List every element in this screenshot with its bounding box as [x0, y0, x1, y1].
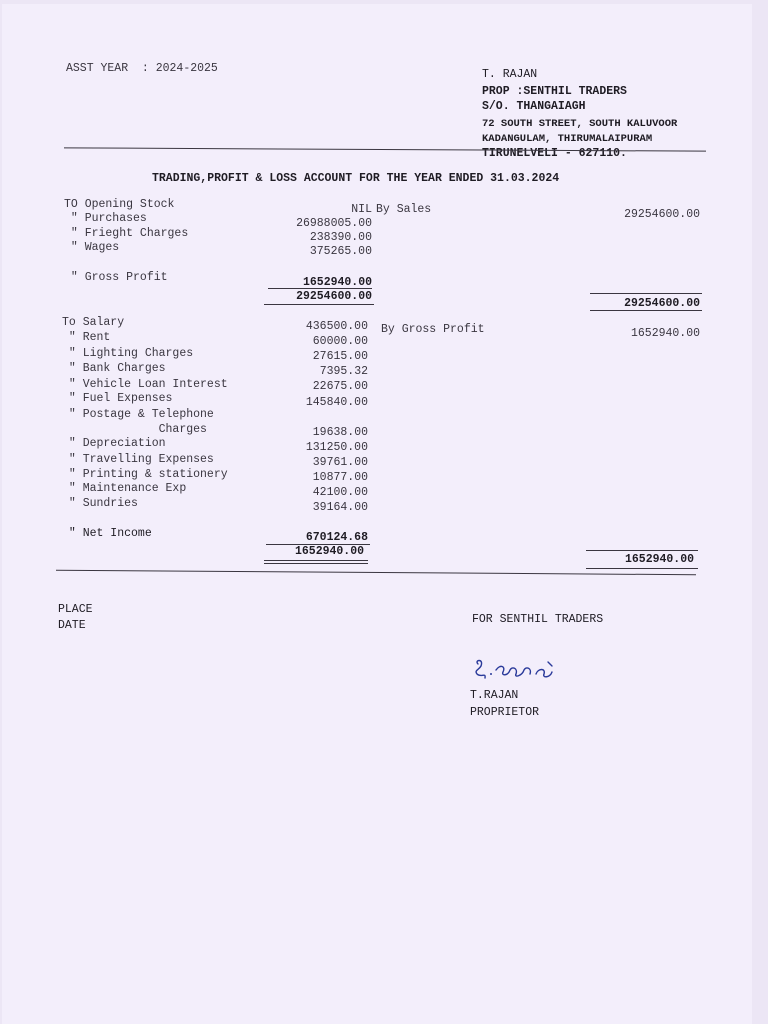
pl-credit-total: 1652940.00 — [624, 553, 694, 566]
trading-debit-total: 29254600.00 — [296, 290, 372, 303]
asst-year: ASST YEAR : 2024-2025 — [66, 62, 218, 75]
address-line: T. RAJAN — [482, 68, 538, 81]
ledger-label: " Sundries — [62, 497, 138, 510]
ledger-amount: 670124.68 — [305, 531, 368, 544]
ledger-amount: 22675.00 — [312, 380, 368, 393]
ledger-amount: 19638.00 — [312, 426, 368, 439]
trading-debit-underline — [264, 304, 374, 305]
ledger-amount: 60000.00 — [312, 335, 368, 348]
for-firm: FOR SENTHIL TRADERS — [472, 613, 604, 626]
ledger-amount: 1652940.00 — [630, 327, 700, 340]
statement-title: TRADING,PROFIT & LOSS ACCOUNT FOR THE YEAR ENDED 31.03.2024 — [152, 172, 560, 185]
ledger-amount: 27615.00 — [312, 350, 368, 363]
ledger-amount: NIL — [351, 203, 372, 216]
document-page — [2, 4, 752, 1024]
trading-credit-total: 29254600.00 — [624, 297, 700, 310]
signatory-name: T.RAJAN — [470, 689, 519, 702]
ledger-amount: 39761.00 — [312, 456, 368, 469]
ledger-label: " Maintenance Exp — [62, 482, 187, 495]
ledger-label: To Salary — [62, 316, 125, 329]
ledger-amount: 39164.00 — [312, 501, 368, 514]
ledger-label: " Depreciation — [62, 437, 166, 450]
pl-credit-underline — [586, 568, 698, 569]
ledger-amount: 29254600.00 — [624, 208, 700, 221]
ledger-label: " Purchases — [64, 212, 147, 225]
signature — [472, 658, 562, 688]
ledger-label: " Vehicle Loan Interest — [62, 378, 228, 391]
ledger-amount: 7395.32 — [319, 365, 368, 378]
ledger-amount: 131250.00 — [305, 441, 368, 454]
trading-debit-rule — [268, 288, 372, 289]
ledger-label: " Travelling Expenses — [62, 453, 214, 466]
ledger-label: " Fuel Expenses — [62, 392, 173, 405]
ledger-label: " Printing & stationery — [62, 468, 228, 481]
address-line: 72 SOUTH STREET, SOUTH KALUVOOR — [482, 118, 678, 130]
ledger-amount: 238390.00 — [309, 231, 372, 244]
ledger-amount: 10877.00 — [312, 471, 368, 484]
ledger-amount: 436500.00 — [305, 320, 368, 333]
ledger-amount: 375265.00 — [309, 245, 372, 258]
ledger-label: " Bank Charges — [62, 362, 166, 375]
ledger-label: " Net Income — [62, 527, 152, 540]
ledger-label: TO Opening Stock — [64, 198, 175, 211]
ledger-label: By Gross Profit — [381, 323, 485, 336]
address-line: S/O. THANGAIAGH — [482, 100, 586, 113]
ledger-amount: 26988005.00 — [296, 217, 372, 230]
ledger-amount: 1652940.00 — [302, 276, 372, 289]
ledger-amount: 145840.00 — [305, 396, 368, 409]
address-line: PROP :SENTHIL TRADERS — [482, 85, 627, 98]
place-label: PLACE — [58, 603, 93, 616]
pl-credit-rule — [586, 550, 698, 551]
ledger-label: " Gross Profit — [64, 271, 168, 284]
trading-credit-rule — [590, 293, 702, 294]
ledger-label: " Wages — [64, 241, 120, 254]
ledger-label: " Frieght Charges — [64, 227, 189, 240]
ledger-amount: 42100.00 — [312, 486, 368, 499]
ledger-label: " Postage & Telephone — [62, 408, 214, 421]
trading-credit-underline — [590, 310, 702, 311]
address-line: KADANGULAM, THIRUMALAIPURAM — [482, 133, 653, 145]
address-line: TIRUNELVELI - 627110. — [482, 147, 627, 160]
ledger-label: Charges — [62, 423, 207, 436]
pl-debit-total: 1652940.00 — [294, 545, 364, 558]
date-label: DATE — [58, 619, 86, 632]
pl-debit-underline — [264, 560, 368, 564]
ledger-label: By Sales — [376, 203, 432, 216]
ledger-label: " Rent — [62, 331, 111, 344]
ledger-label: " Lighting Charges — [62, 347, 194, 360]
signatory-title: PROPRIETOR — [470, 706, 540, 719]
